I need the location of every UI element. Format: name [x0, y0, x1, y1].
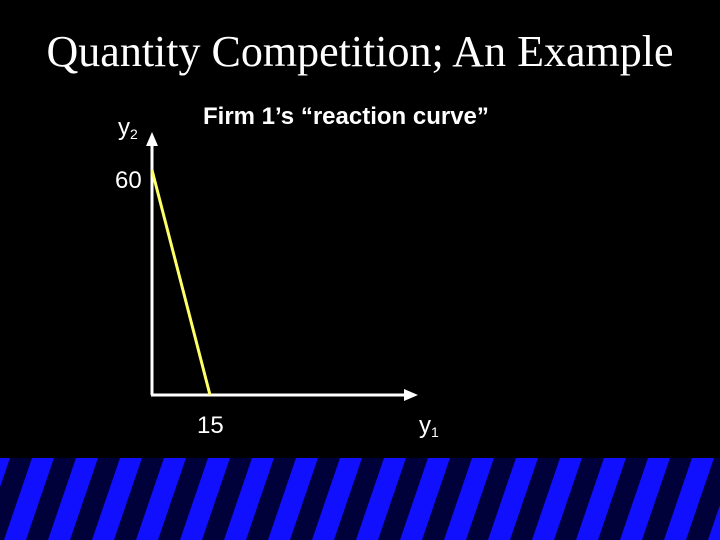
y2-axis-name: y	[118, 114, 130, 141]
y1-axis-name: y	[419, 412, 431, 439]
x-intercept-tick: 15	[197, 412, 224, 439]
x-axis-arrowhead	[404, 389, 418, 401]
reaction-curve-line	[152, 170, 210, 395]
y1-axis-label	[419, 412, 439, 440]
y2-axis-subscript: 2	[130, 126, 138, 142]
y-axis-arrowhead	[146, 132, 158, 146]
slide-title: Quantity Competition; An Example	[46, 27, 674, 76]
y-intercept-tick: 60	[115, 167, 142, 194]
y2-axis-label	[118, 114, 138, 142]
y1-axis-subscript: 1	[431, 424, 439, 440]
decorative-stripe-band	[0, 458, 720, 540]
reaction-curve-label: Firm 1’s “reaction curve”	[203, 103, 489, 130]
